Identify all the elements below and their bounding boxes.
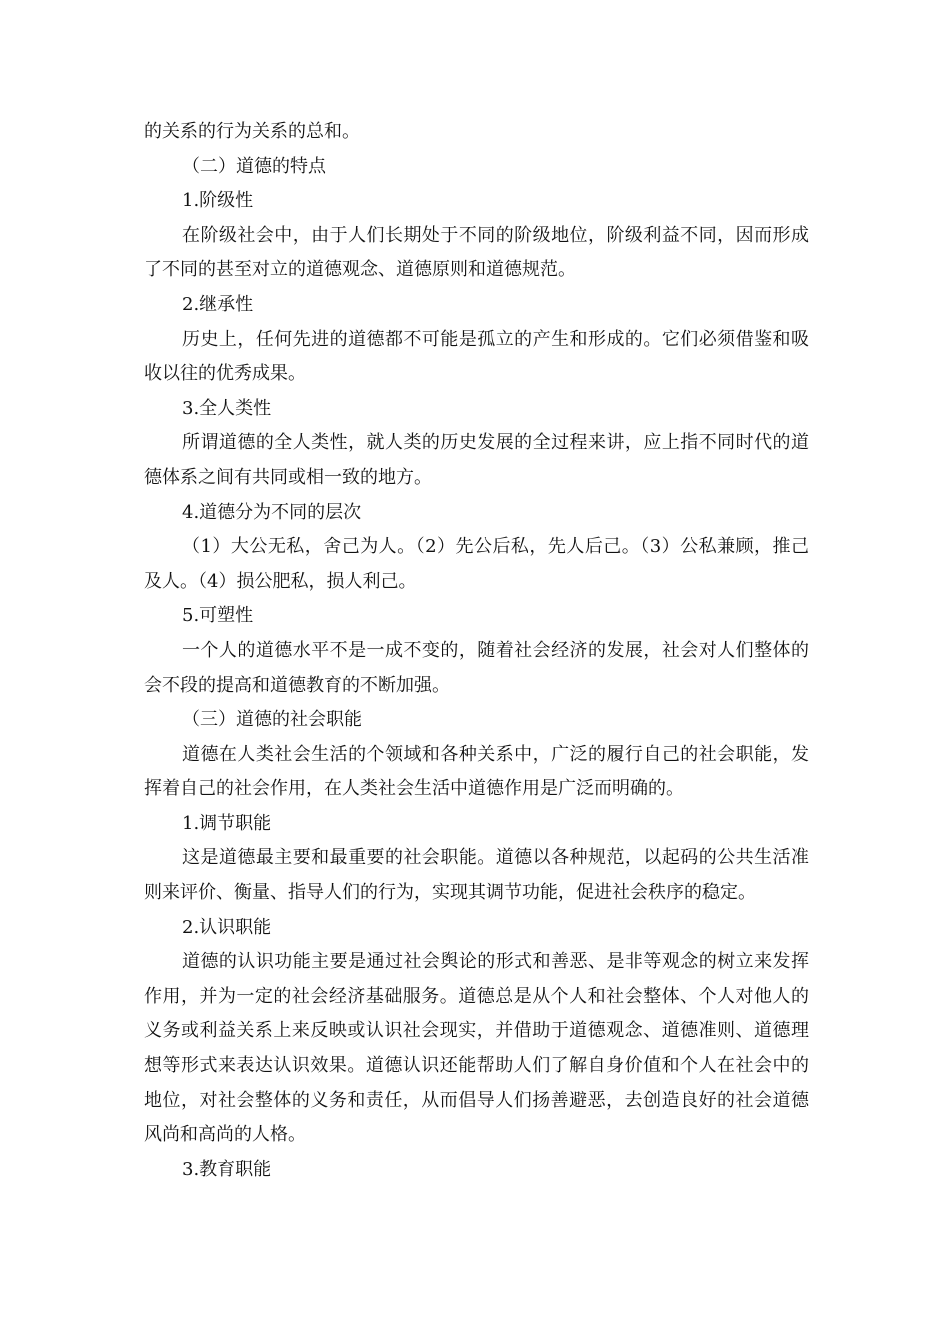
paragraph-universality: 所谓道德的全人类性，就人类的历史发展的全过程来讲，应上指不同时代的道德体系之间有共同或相一致的地方。	[144, 432, 809, 488]
document-body	[144, 115, 809, 1187]
section-heading-characteristics: （二）道德的特点	[182, 155, 326, 177]
paragraph-continuation: 的关系的行为关系的总和。	[144, 121, 360, 142]
subheading-regulation: 1.调节职能	[182, 812, 272, 834]
paragraph-plasticity: 一个人的道德水平不是一成不变的，随着社会经济的发展，社会对人们整体的会不段的提高和道德教育的不断加强。	[144, 639, 809, 696]
paragraph-social-functions: 道德在人类社会生活的个领域和各种关系中，广泛的履行自己的社会职能，发挥着自己的社会作用，在人类社会生活中道德作用是广泛而明确的。	[144, 743, 809, 800]
section-heading-social-functions: （三）道德的社会职能	[182, 709, 362, 731]
paragraph-regulation: 这是道德最主要和最重要的社会职能。道德以各种规范，以起码的公共生活准则来评价、衡量、指导人们的行为，实现其调节功能，促进社会秩序的稳定。	[144, 847, 809, 904]
subheading-cognition: 2.认识职能	[182, 916, 272, 938]
subheading-education: 3.教育职能	[182, 1158, 272, 1180]
subheading-plasticity: 5.可塑性	[182, 605, 254, 627]
subheading-levels: 4.道德分为不同的层次	[182, 501, 362, 523]
paragraph-cognition: 道德的认识功能主要是通过社会舆论的形式和善恶、是非等观念的树立来发挥作用，并为一定的社会经济基础服务。道德总是从个人和社会整体、个人对他人的义务或利益关系上来反映或认识社会现实，并借助于道德观念、道德准则、道德理想等形式来表达认识效果。道德认识还能帮助人们了解自身价值和个人在社会中的地位，对社会整体的义务和责任，从而倡导人们扬善避恶，去创造良好的社会道德风尚和高尚的人格。	[144, 951, 809, 1146]
paragraph-class-nature: 在阶级社会中，由于人们长期处于不同的阶级地位，阶级利益不同，因而形成了不同的甚至对立的道德观念、道德原则和道德规范。	[144, 224, 809, 281]
subheading-universality: 3.全人类性	[182, 397, 272, 419]
subheading-inheritance: 2.继承性	[182, 293, 254, 315]
paragraph-inheritance: 历史上，任何先进的道德都不可能是孤立的产生和形成的。它们必须借鉴和吸收以往的优秀成果。	[144, 328, 809, 385]
subheading-class-nature: 1.阶级性	[182, 190, 254, 212]
paragraph-levels: （1）大公无私，舍己为人。（2）先公后私，先人后己。（3）公私兼顾，推己及人。（4）损公肥私，损人利己。	[144, 536, 809, 592]
